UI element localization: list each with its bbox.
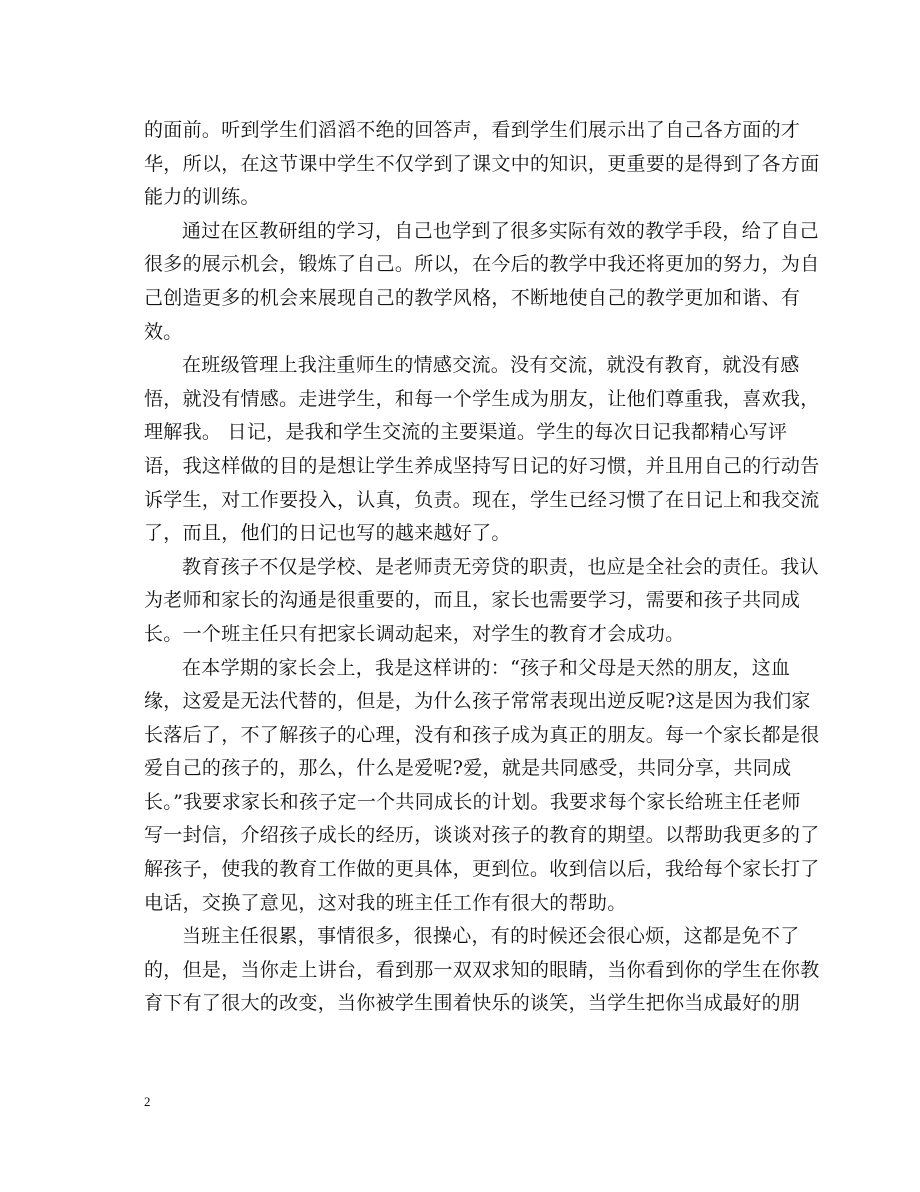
text-line: 长。”我要求家长和孩子定一个共同成长的计划。我要求每个家长给班主任老师 [144,790,801,813]
paragraph-first-line: 在班级管理上我注重师生的情感交流。没有交流，就没有教育，就没有感 [182,354,800,377]
text-line: 长。一个班主任只有把家长调动起来，对学生的教育才会成功。 [144,622,685,645]
page-number: 2 [144,1094,151,1109]
text-line: 缘，这爱是无法代替的，但是，为什么孩子常常表现出逆反呢?这是因为我们家 [144,690,811,713]
text-line: 为老师和家长的沟通是很重要的，而且，家长也需要学习，需要和孩子共同成 [144,589,801,612]
text-line: 爱自己的孩子的，那么，什么是爱呢?爱，就是共同感受，共同分享，共同成 [144,757,792,780]
paragraph-first-line: 当班主任很累，事情很多，很操心，有的时候还会很心烦，这都是免不了 [182,925,800,948]
text-line: 效。 [144,320,183,343]
text-line: 能力的训练。 [144,186,260,209]
text-line: 理解我。 日记，是我和学生交流的主要渠道。学生的每次日记我都精心写评 [144,421,788,444]
text-line: 育下有了很大的改变，当你被学生围着快乐的谈笑，当学生把你当成最好的朋 [144,992,801,1015]
text-line: 的，但是，当你走上讲台，看到那一双双求知的眼睛，当你看到你的学生在你教 [144,958,820,981]
paragraph-first-line: 通过在区教研组的学习，自己也学到了很多实际有效的教学手段，给了自己 [182,219,819,242]
text-line: 悟，就没有情感。走进学生，和每一个学生成为朋友，让他们尊重我，喜欢我， [144,387,820,410]
paragraph-first-line: 在本学期的家长会上，我是这样讲的：“孩子和父母是天然的朋友，这血 [182,656,791,679]
text-line: 己创造更多的机会来展现自己的教学风格，不断地使自己的教学更加和谐、有 [144,286,801,309]
text-line: 诉学生，对工作要投入，认真，负责。现在，学生已经习惯了在日记上和我交流 [144,488,820,511]
text-line: 了，而且，他们的日记也写的越来越好了。 [144,522,511,545]
text-line: 很多的展示机会，锻炼了自己。所以，在今后的教学中我还将更加的努力，为自 [144,253,820,276]
document-body [144,114,820,1021]
text-line: 的面前。听到学生们滔滔不绝的回答声，看到学生们展示出了自己各方面的才 [144,119,801,141]
text-line: 华，所以，在这节课中学生不仅学到了课文中的知识，更重要的是得到了各方面 [144,152,820,175]
text-line: 电话，交换了意见，这对我的班主任工作有很大的帮助。 [144,891,627,914]
text-line: 语，我这样做的目的是想让学生养成坚持写日记的好习惯，并且用自己的行动告 [144,454,820,477]
text-line: 解孩子，使我的教育工作做的更具体，更到位。收到信以后，我给每个家长打了 [144,858,820,881]
text-line: 写一封信，介绍孩子成长的经历，谈谈对孩子的教育的期望。以帮助我更多的了 [144,824,820,847]
text-line: 长落后了，不了解孩子的心理，没有和孩子成为真正的朋友。每一个家长都是很 [144,723,820,746]
paragraph-first-line: 教育孩子不仅是学校、是老师责无旁贷的职责，也应是全社会的责任。我认 [182,555,819,578]
